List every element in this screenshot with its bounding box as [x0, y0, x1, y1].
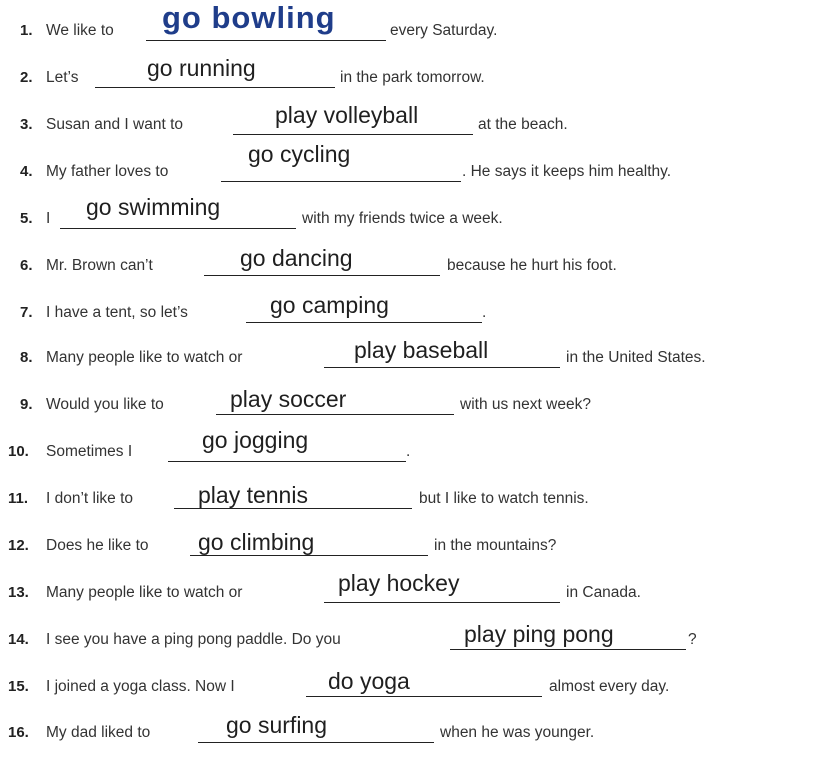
item-number: 4.: [20, 163, 33, 180]
sentence-start: I joined a yoga class. Now I: [46, 678, 235, 695]
sentence-end: at the beach.: [478, 116, 568, 133]
item-number: 1.: [20, 22, 33, 39]
sentence-row: [0, 94, 819, 134]
answer-blank[interactable]: [60, 228, 296, 229]
sentence-end: in the United States.: [566, 349, 706, 366]
sentence-end: when he was younger.: [440, 724, 595, 741]
item-number: 16.: [8, 724, 29, 741]
sentence-start: Let’s: [46, 69, 79, 86]
sentence-start: My dad liked to: [46, 724, 151, 741]
answer-text: play baseball: [354, 337, 489, 363]
answer-blank[interactable]: [95, 87, 335, 88]
sentence-end: almost every day.: [549, 678, 670, 695]
answer-blank[interactable]: [168, 461, 406, 462]
answer-blank[interactable]: [216, 414, 454, 415]
answer-text: go surfing: [226, 712, 328, 738]
answer-blank[interactable]: [146, 40, 386, 41]
sentence-start: Would you like to: [46, 396, 164, 413]
answer-text: do yoga: [328, 668, 410, 694]
answer-text: play soccer: [230, 386, 347, 412]
item-number: 9.: [20, 396, 33, 413]
answer-blank[interactable]: [246, 322, 482, 323]
sentence-start: Sometimes I: [46, 443, 133, 460]
sentence-start: I see you have a ping pong paddle. Do you: [46, 631, 341, 648]
item-number: 3.: [20, 116, 33, 133]
answer-blank[interactable]: [233, 134, 473, 135]
item-number: 2.: [20, 69, 33, 86]
item-number: 10.: [8, 443, 29, 460]
answer-blank[interactable]: [450, 649, 686, 650]
answer-text: go running: [147, 55, 256, 81]
answer-blank[interactable]: [324, 602, 560, 603]
sentence-row: [0, 141, 819, 181]
item-number: 6.: [20, 257, 33, 274]
sentence-row: [0, 327, 819, 367]
sentence-row: [0, 609, 819, 649]
sentence-row: [0, 188, 819, 228]
item-number: 12.: [8, 537, 29, 554]
sentence-end: but I like to watch tennis.: [419, 490, 589, 507]
answer-text: play tennis: [198, 482, 308, 508]
answer-blank[interactable]: [204, 275, 440, 276]
sentence-end: .: [406, 443, 411, 460]
sentence-start: Many people like to watch or: [46, 349, 243, 366]
answer-text: play volleyball: [275, 102, 419, 128]
item-number: 5.: [20, 210, 33, 227]
sentence-end: in the park tomorrow.: [340, 69, 485, 86]
sentence-row: [0, 421, 819, 461]
answer-blank[interactable]: [221, 181, 461, 182]
answer-text: go cycling: [248, 141, 351, 167]
sentence-end: with us next week?: [460, 396, 591, 413]
sentence-row: [0, 0, 819, 40]
sentence-start: Susan and I want to: [46, 116, 184, 133]
answer-text: play hockey: [338, 570, 460, 596]
sentence-start: Does he like to: [46, 537, 149, 554]
item-number: 8.: [20, 349, 33, 366]
answer-blank[interactable]: [198, 742, 434, 743]
sentence-start: We like to: [46, 22, 114, 39]
sentence-start: Mr. Brown can’t: [46, 257, 153, 274]
sentence-row: [0, 374, 819, 414]
item-number: 15.: [8, 678, 29, 695]
sentence-end: with my friends twice a week.: [302, 210, 503, 227]
sentence-end: ?: [688, 631, 697, 648]
sentence-start: My father loves to: [46, 163, 169, 180]
answer-text: play ping pong: [464, 621, 614, 647]
item-number: 14.: [8, 631, 29, 648]
sentence-start: Many people like to watch or: [46, 584, 243, 601]
sentence-row: [0, 47, 819, 87]
sentence-end: . He says it keeps him healthy.: [462, 163, 672, 180]
sentence-start: I have a tent, so let’s: [46, 304, 188, 321]
sentence-row: [0, 562, 819, 602]
sentence-end: in the mountains?: [434, 537, 557, 554]
answer-text: go swimming: [86, 194, 221, 220]
sentence-row: [0, 468, 819, 508]
answer-text: go climbing: [198, 529, 315, 555]
sentence-row: [0, 282, 819, 322]
answer-blank[interactable]: [306, 696, 542, 697]
item-number: 11.: [8, 490, 29, 507]
answer-text: go bowling: [162, 0, 336, 35]
sentence-end: every Saturday.: [390, 22, 498, 39]
answer-text: go camping: [270, 292, 389, 318]
answer-text: go jogging: [202, 427, 309, 453]
answer-text: go dancing: [240, 245, 353, 271]
sentence-start: I don’t like to: [46, 490, 134, 507]
sentence-row: [0, 656, 819, 696]
sentence-end: in Canada.: [566, 584, 641, 601]
sentence-row: [0, 515, 819, 555]
sentence-end: because he hurt his foot.: [447, 257, 617, 274]
sentence-end: .: [482, 304, 487, 321]
sentence-row: [0, 702, 819, 742]
sentence-row: [0, 235, 819, 275]
answer-blank[interactable]: [324, 367, 560, 368]
item-number: 13.: [8, 584, 29, 601]
sentence-start: I: [46, 210, 51, 227]
item-number: 7.: [20, 304, 33, 321]
